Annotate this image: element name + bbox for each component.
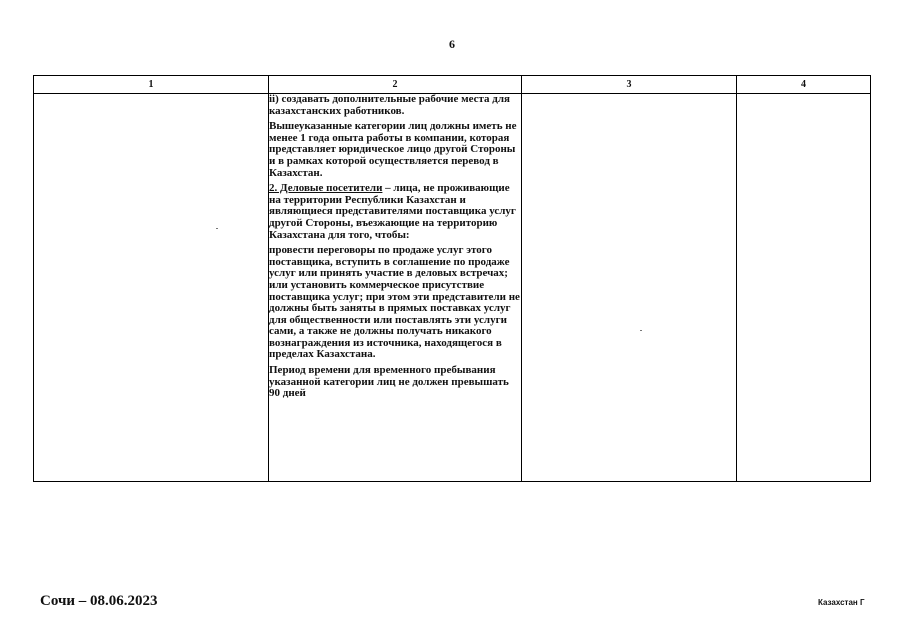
paragraph-experience-requirement: Вышеуказанные категории лиц должны иметь не менее 1 года опыта работы в компании, которая представляет юридическое лицо другой Стороны и в рамках которой осуществляется перевод в Казахстан. (269, 120, 517, 179)
paragraph-stay-period: Период времени для временного пребывания указанной категории лиц не должен превышать 90 дней (269, 364, 509, 400)
scan-speck (216, 228, 218, 229)
treaty-table (33, 75, 871, 482)
column-header-3: 3 (522, 76, 737, 94)
business-visitors-heading: 2. Деловые посетители (269, 182, 383, 195)
scan-speck (640, 330, 642, 331)
header-row (34, 76, 871, 94)
cell-column-3 (522, 94, 737, 482)
business-visitors-definition: – лица, не проживающие на территории Республики Казахстан и являющиеся представителями поставщика услуг другой Стороны, въезжающие на территорию Казахстана для того, чтобы: (269, 182, 516, 241)
cell-column-4 (737, 94, 871, 482)
paragraph-visitor-activities: провести переговоры по продаже услуг этого поставщика, вступить в соглашение по продаже услуг или принять участие в деловых встречах; или установить коммерческое присутствие поставщика услуг; при этом эти представители не должны быть заняты в прямых поставках услуг для общественности или поставлять эти услуги сами, а также не должны получать никакого вознаграждения из источника, находящегося в пределах Казахстана. (269, 244, 520, 361)
column-header-4: 4 (737, 76, 871, 94)
footer-country-mark: Казахстан Г (818, 598, 865, 607)
cell-column-2 (269, 94, 522, 482)
page-number: 6 (449, 37, 455, 51)
table-row (34, 94, 871, 482)
footer-place-date: Сочи – 08.06.2023 (40, 593, 158, 609)
paragraph-new-jobs: ii) создавать дополнительные рабочие места для казахстанских работников. (269, 93, 510, 117)
column-header-1: 1 (34, 76, 269, 94)
column-header-2: 2 (269, 76, 522, 94)
cell-column-1 (34, 94, 269, 482)
paragraph-business-visitors (269, 183, 521, 241)
